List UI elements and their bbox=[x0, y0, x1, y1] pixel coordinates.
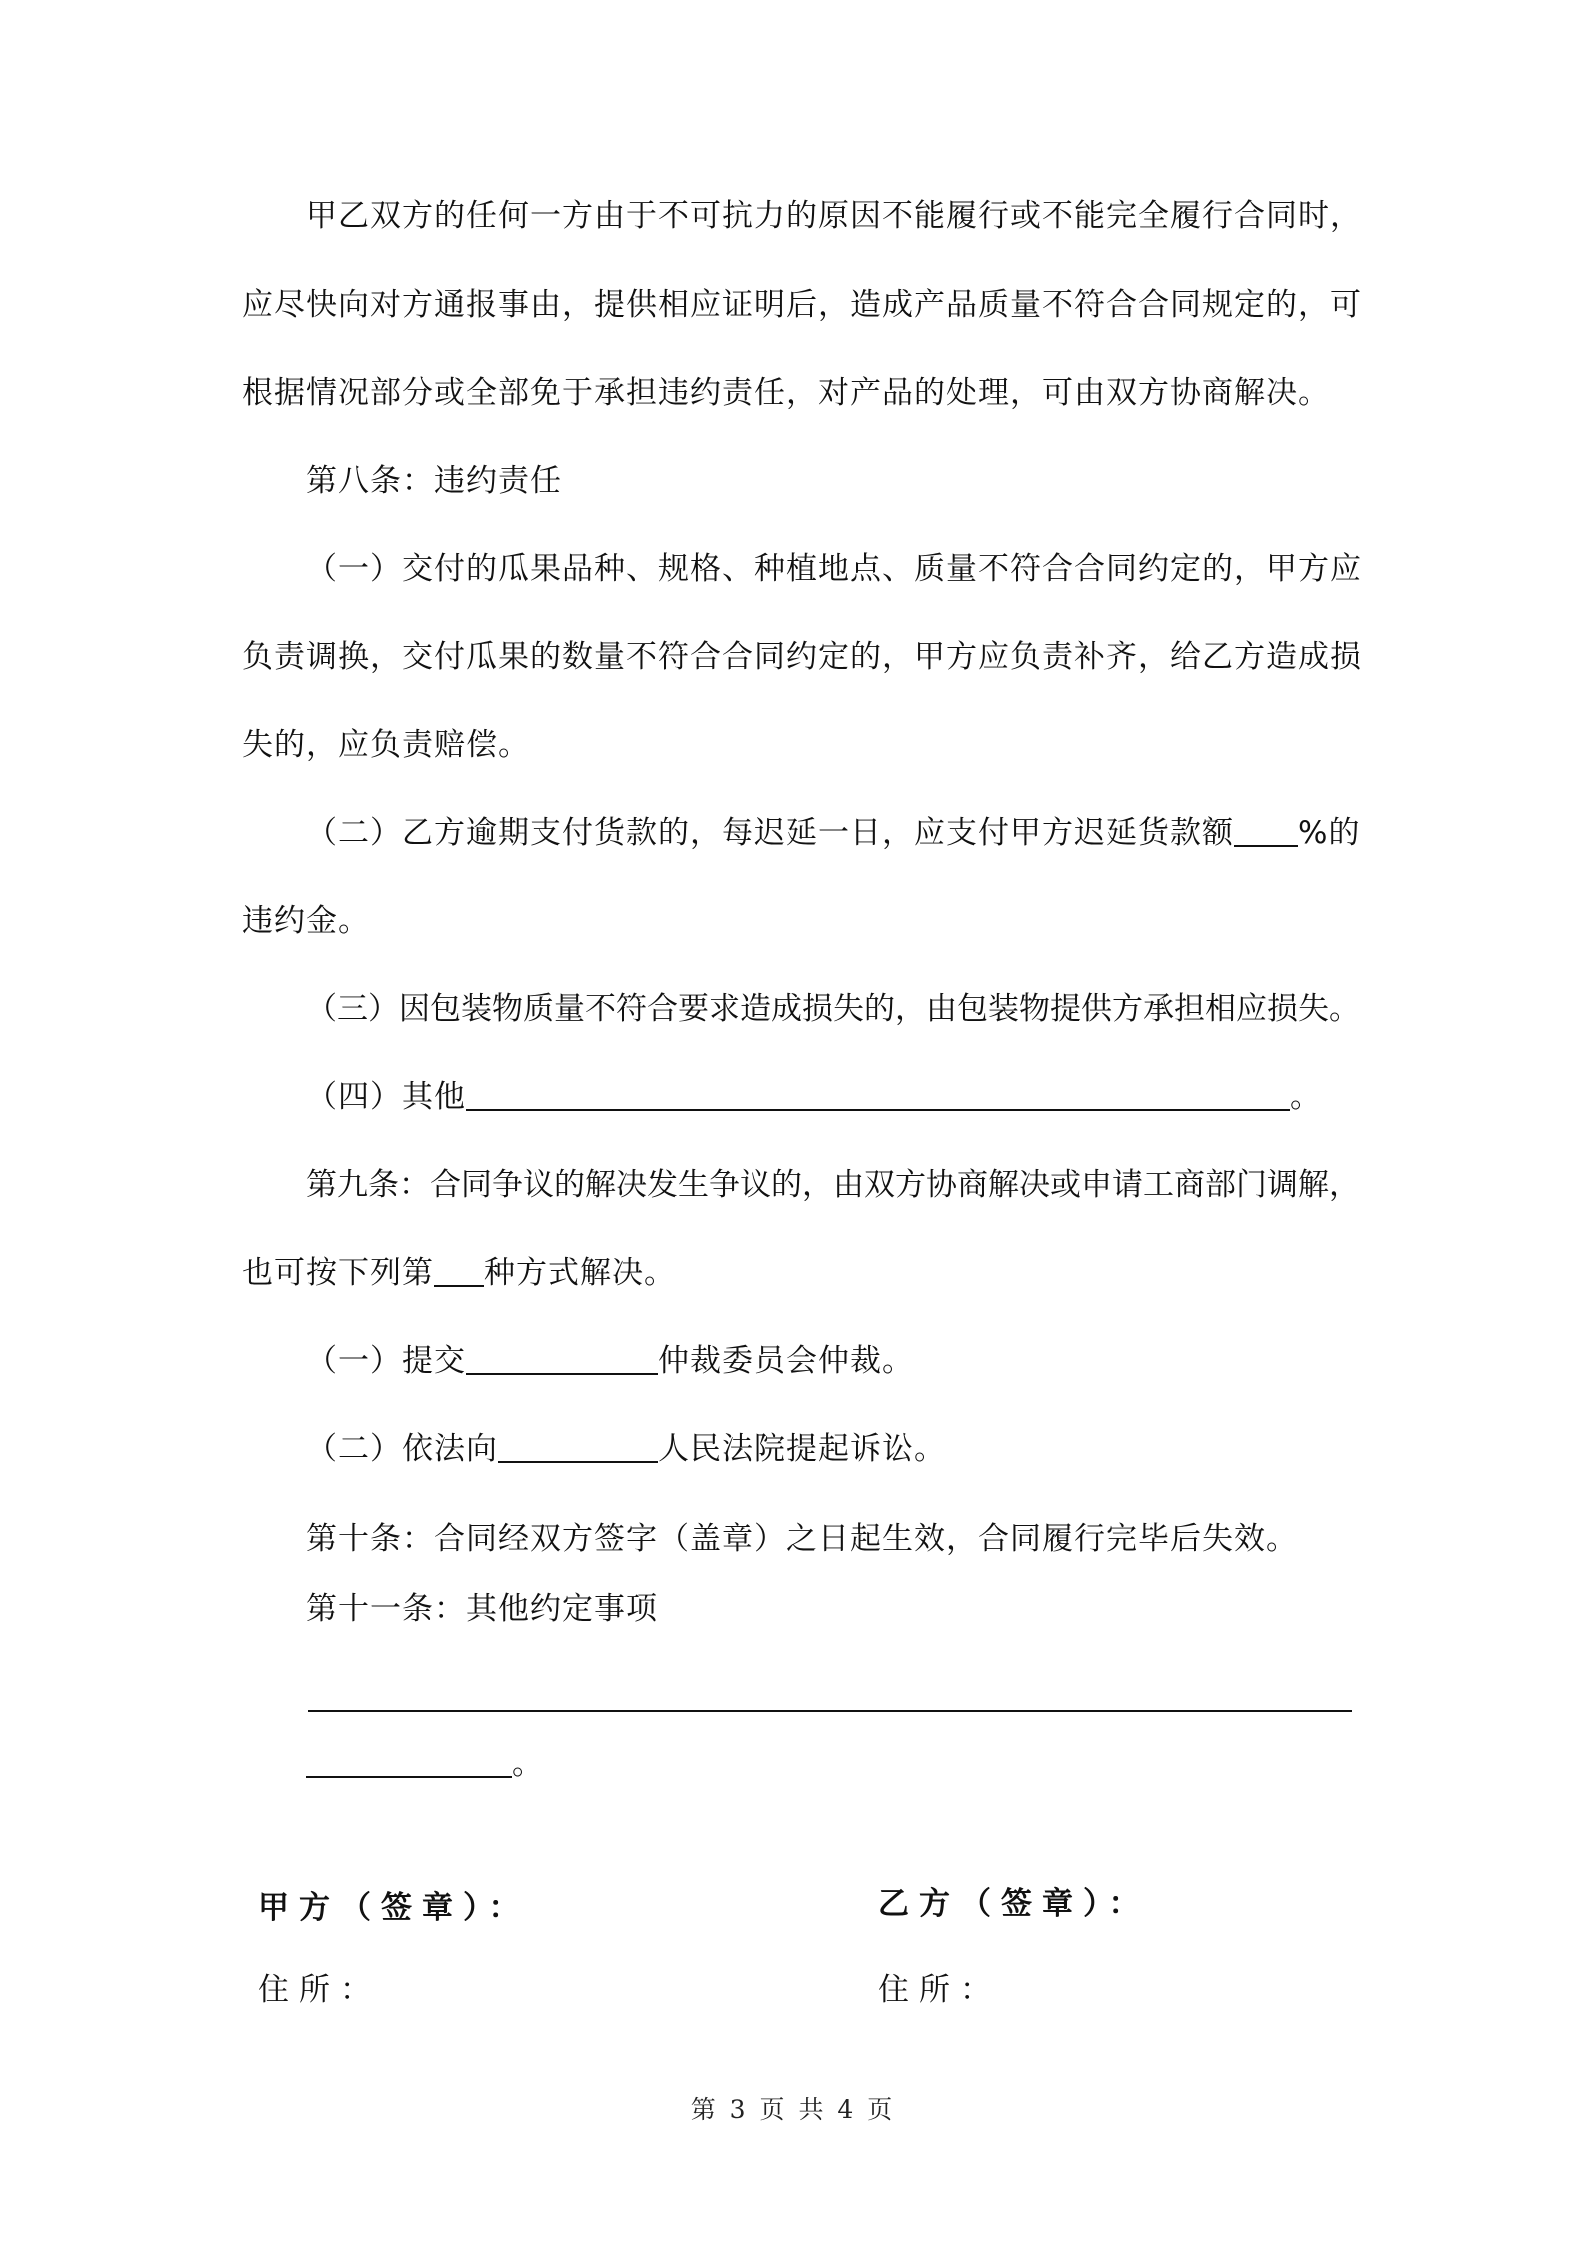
resolution-method-blank[interactable] bbox=[434, 1255, 484, 1287]
clause-1-line-1: （一）交付的瓜果品种、规格、种植地点、质量不符合合同约定的，甲方应 bbox=[306, 551, 1362, 587]
other-matters-second-line bbox=[306, 1744, 544, 1784]
article-9-text: 也可按下列第 bbox=[242, 1255, 434, 1291]
option-2-text: （二）依法向 bbox=[306, 1431, 498, 1467]
paragraph-force-majeure-line-3: 根据情况部分或全部免于承担违约责任，对产品的处理，可由双方协商解决。 bbox=[242, 375, 1330, 411]
option-1-arbitration bbox=[306, 1341, 914, 1381]
court-name-blank[interactable] bbox=[498, 1431, 658, 1463]
article-9-text-end: 种方式解决。 bbox=[484, 1255, 676, 1291]
other-terms-blank[interactable] bbox=[466, 1079, 1290, 1111]
party-a-signature-label: 甲方（签章）： bbox=[258, 1890, 530, 1926]
article-9-line-1: 第九条：合同争议的解决发生争议的，由双方协商解决或申请工商部门调解， bbox=[306, 1167, 1360, 1203]
page-number-footer: 第 3 页 共 4 页 bbox=[690, 2095, 896, 2124]
option-2-litigation bbox=[306, 1429, 946, 1469]
clause-1-line-3: 失的，应负责赔偿。 bbox=[242, 727, 530, 763]
option-2-text-end: 人民法院提起诉讼。 bbox=[658, 1431, 946, 1467]
article-11-end: 。 bbox=[512, 1746, 544, 1782]
article-8-heading: 第八条：违约责任 bbox=[306, 463, 562, 499]
clause-1-line-2: 负责调换，交付瓜果的数量不符合合同约定的，甲方应负责补齐，给乙方造成损 bbox=[242, 639, 1362, 675]
party-b-address-label: 住所： bbox=[878, 1972, 1001, 2008]
clause-2-text-end: %的 bbox=[1298, 815, 1361, 851]
clause-4-end: 。 bbox=[1290, 1079, 1322, 1115]
article-9-line-2 bbox=[242, 1253, 676, 1293]
clause-4 bbox=[306, 1077, 1322, 1117]
clause-2-text: （二）乙方逾期支付货款的，每迟延一日，应支付甲方迟延货款额 bbox=[306, 815, 1234, 851]
party-b-signature-label: 乙方（签章）： bbox=[878, 1886, 1150, 1922]
other-matters-blank-line[interactable] bbox=[308, 1710, 1352, 1712]
party-a-address-label: 住所： bbox=[258, 1972, 381, 2008]
clause-3: （三）因包装物质量不符合要求造成损失的，由包装物提供方承担相应损失。 bbox=[306, 991, 1360, 1027]
article-10: 第十条：合同经双方签字（盖章）之日起生效，合同履行完毕后失效。 bbox=[306, 1521, 1298, 1557]
clause-2-line-1 bbox=[306, 813, 1360, 853]
clause-4-text: （四）其他 bbox=[306, 1079, 466, 1115]
paragraph-force-majeure-line-2: 应尽快向对方通报事由，提供相应证明后，造成产品质量不符合合同规定的，可 bbox=[242, 287, 1362, 323]
penalty-rate-blank[interactable] bbox=[1234, 815, 1298, 847]
option-1-text-end: 仲裁委员会仲裁。 bbox=[658, 1343, 914, 1379]
other-matters-blank-short[interactable] bbox=[306, 1746, 512, 1778]
option-1-text: （一）提交 bbox=[306, 1343, 466, 1379]
arbitration-committee-blank[interactable] bbox=[466, 1343, 658, 1375]
article-11-heading: 第十一条：其他约定事项 bbox=[306, 1591, 658, 1627]
clause-2-line-2: 违约金。 bbox=[242, 903, 370, 939]
paragraph-force-majeure-line-1: 甲乙双方的任何一方由于不可抗力的原因不能履行或不能完全履行合同时， bbox=[306, 198, 1362, 234]
